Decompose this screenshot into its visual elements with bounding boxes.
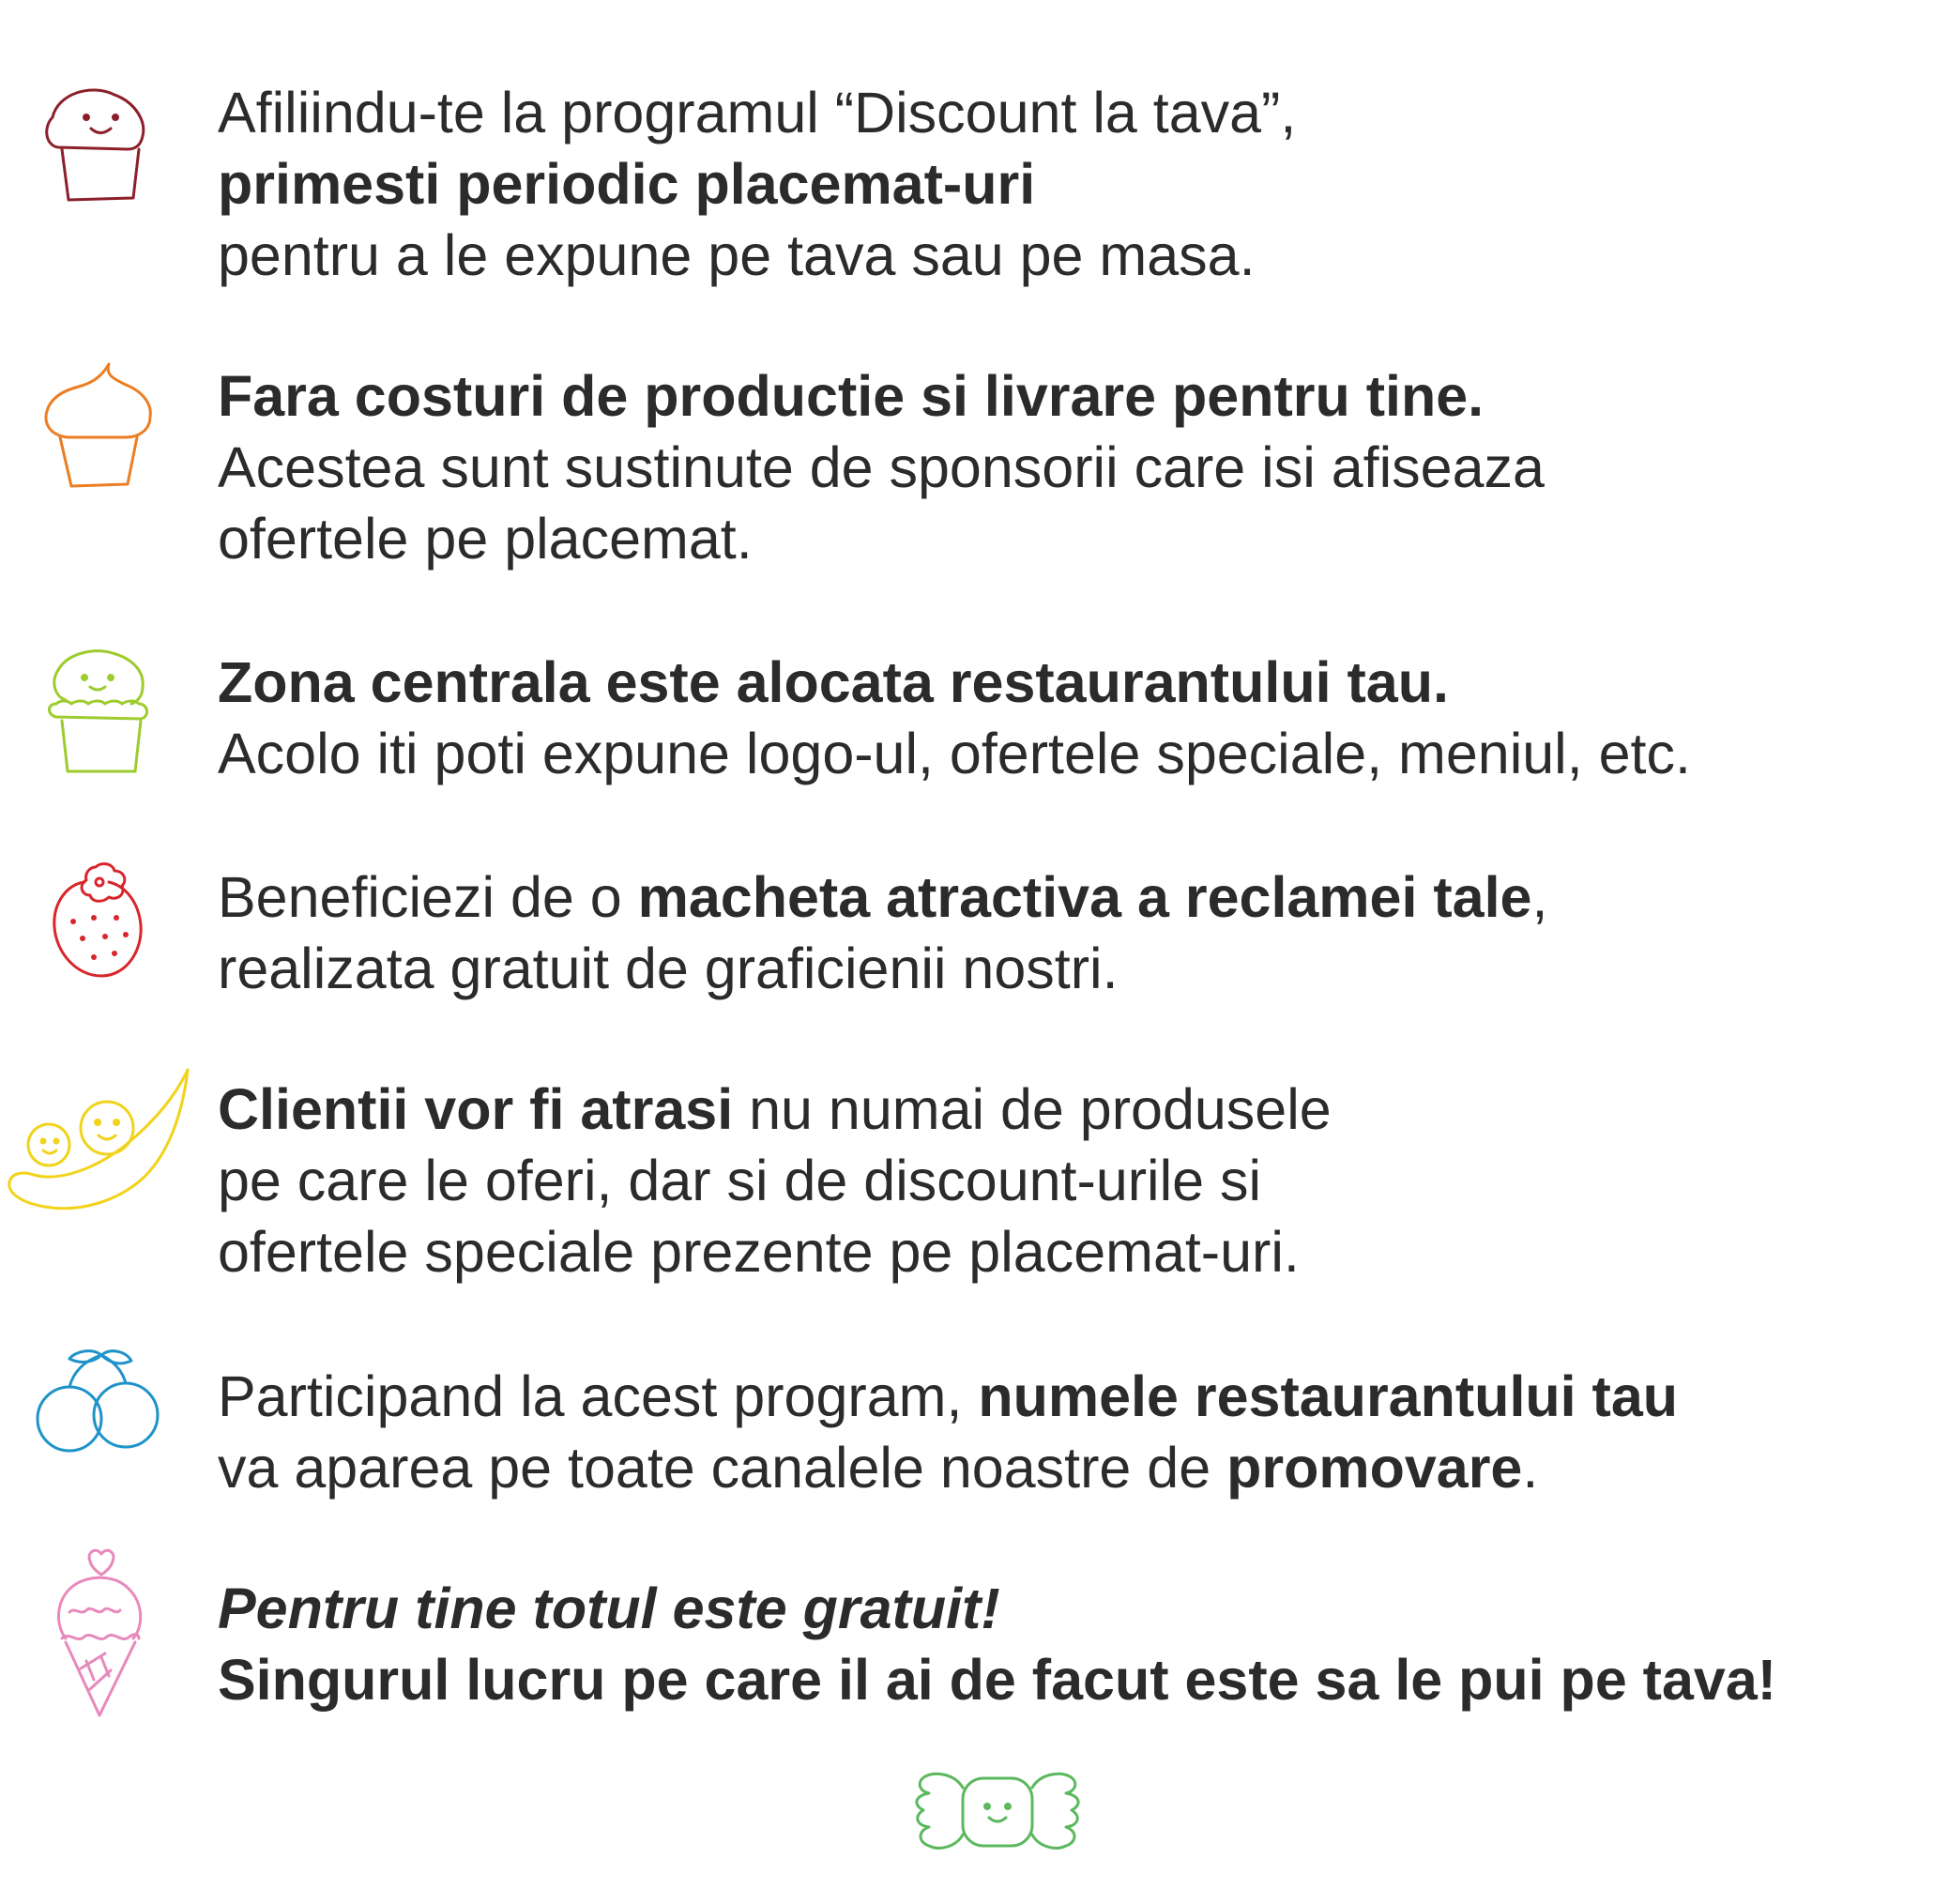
item-5-text [218,1074,1332,1287]
item-6-text [218,1361,1678,1503]
item-1-line-2: primesti periodic placemat-uri [218,152,1036,216]
cupcake-swirl-icon [39,358,161,490]
item-5-line-1-bold: Clientii vor fi atrasi [218,1077,734,1141]
item-6-line-2-start: va aparea pe toate canalele noastre de [218,1436,1227,1500]
item-6-line-2 [218,1432,1678,1503]
item-2-text [218,360,1545,574]
item-1-line-1: Afiliindu-te la programul “Discount la tava”, [218,81,1297,145]
candy-icon [908,1767,1087,1856]
strawberry-icon [47,860,150,982]
cupcake-icon [43,646,156,777]
item-2-line-1: Fara costuri de productie si livrare pentru tine. [218,364,1485,428]
item-3-line-2: Acolo iti poti expune logo-ul, ofertele speciale, meniul, etc. [218,722,1691,785]
item-6-line-1-bold: numele restaurantului tau [978,1364,1679,1428]
item-4-line-2: realizata gratuit de graficienii nostri. [218,937,1119,1000]
peas-pod-icon [4,1066,191,1216]
item-1-text [218,77,1296,291]
item-7-line-1: Pentru tine totul este gratuit! [218,1577,1000,1640]
item-1-line-3: pentru a le expune pe tava sau pe masa. [218,223,1256,287]
item-2-line-3: ofertele pe placemat. [218,507,753,571]
item-7-text [218,1573,1776,1715]
item-4-line-1 [218,861,1547,933]
item-4-line-1-end: , [1531,865,1548,929]
item-5-line-1-end: nu numai de produsele [733,1077,1332,1141]
item-4-line-1-start: Beneficiezi de o [218,865,638,929]
cherries-icon [32,1349,163,1455]
ice-cream-icon [53,1548,146,1717]
item-4-text [218,861,1547,1004]
item-5-line-3: ofertele speciale prezente pe placemat-uri. [218,1220,1300,1284]
item-2-line-2: Acestea sunt sustinute de sponsorii care isi afiseaza [218,435,1545,499]
item-6-line-2-end: . [1522,1436,1539,1500]
item-5-line-2: pe care le oferi, dar si de discount-urile si [218,1149,1262,1212]
item-6-line-2-bold: promovare [1226,1436,1523,1500]
item-3-text [218,647,1691,789]
item-4-line-1-bold: macheta atractiva a reclamei tale [637,865,1532,929]
item-5-line-1 [218,1074,1332,1145]
item-7-line-2: Singurul lucru pe care il ai de facut este sa le pui pe tava! [218,1648,1777,1712]
item-6-line-1-start: Participand la acest program, [218,1364,979,1428]
item-6-line-1 [218,1361,1678,1432]
item-3-line-1: Zona centrala este alocata restaurantului tau. [218,650,1449,714]
muffin-icon [38,80,164,206]
